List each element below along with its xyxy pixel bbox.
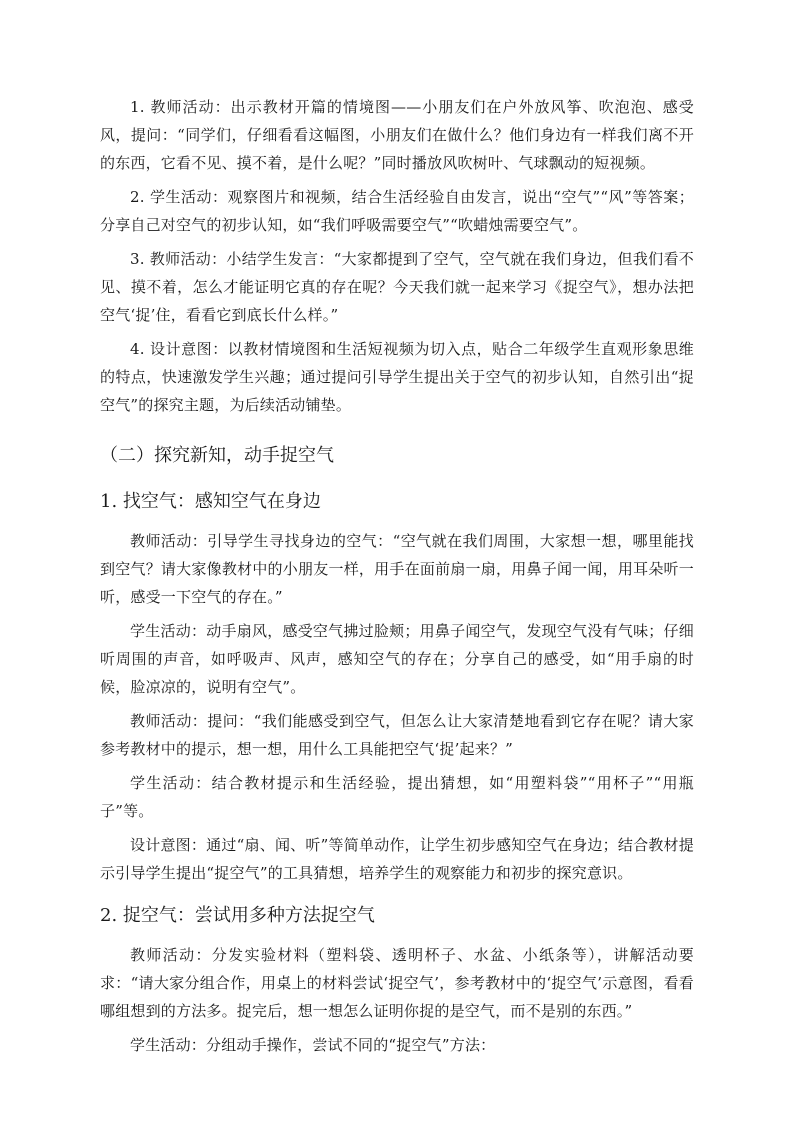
paragraph-find-student-2: 学生活动：结合教材提示和生活经验，提出猜想，如“用塑料袋”“用杯子”“用瓶子”等。: [100, 774, 694, 820]
paragraph-catch-teacher: 教师活动：分发实验材料（塑料袋、透明杯子、水盆、小纸条等），讲解活动要求：“请大家分组合作，用桌上的材料尝试‘捉空气’，参考教材中的‘捉空气’示意图，看看哪组想到的方法多。捉完后，想一想怎么证明你捉的是空气，而不是别的东西。”: [100, 946, 694, 1020]
subsection-heading-catch-air: 2. 捉空气：尝试用多种方法捉空气: [100, 905, 375, 926]
paragraph-design-intent-4: 4. 设计意图：以教材情境图和生活短视频为切入点，贴合二年级学生直观形象思维的特点，快速激发学生兴趣；通过提问引导学生提出关于空气的初步认知，自然引出“捉空气”的探究主题，为后续活动铺垫。: [100, 340, 694, 414]
paragraph-teacher-activity-3: 3. 教师活动：小结学生发言：“大家都提到了空气，空气就在我们身边，但我们看不见、摸不着，怎么才能证明它真的存在呢？今天我们就一起来学习《捉空气》，想办法把空气‘捉’住，看看它到底长什么样。”: [100, 250, 694, 324]
paragraph-student-activity-2: 2. 学生活动：观察图片和视频，结合生活经验自由发言，说出“空气”“风”等答案；分享自己对空气的初步认知，如“我们呼吸需要空气”“吹蜡烛需要空气”。: [100, 188, 694, 234]
paragraph-find-teacher-1: 教师活动：引导学生寻找身边的空气：“空气就在我们周围，大家想一想，哪里能找到空气？请大家像教材中的小朋友一样，用手在面前扇一扇，用鼻子闻一闻，用耳朵听一听，感受一下空气的存在。”: [100, 532, 694, 606]
paragraph-teacher-activity-1: 1. 教师活动：出示教材开篇的情境图——小朋友们在户外放风筝、吹泡泡、感受风，提问：“同学们，仔细看看这幅图，小朋友们在做什么？他们身边有一样我们离不开的东西，它看不见、摸不着，是什么呢？”同时播放风吹树叶、气球飘动的短视频。: [100, 98, 694, 172]
section-heading-explore: （二）探究新知，动手捉空气: [100, 445, 334, 466]
paragraph-find-student-1: 学生活动：动手扇风，感受空气拂过脸颊；用鼻子闻空气，发现空气没有气味；仔细听周围的声音，如呼吸声、风声，感知空气的存在；分享自己的感受，如“用手扇的时候，脸凉凉的，说明有空气”。: [100, 622, 694, 696]
subsection-heading-find-air: 1. 找空气：感知空气在身边: [100, 491, 321, 512]
paragraph-catch-student: 学生活动：分组动手操作，尝试不同的“捉空气”方法：: [130, 1036, 496, 1054]
paragraph-find-teacher-2: 教师活动：提问：“我们能感受到空气，但怎么让大家清楚地看到它存在呢？请大家参考教材中的提示，想一想，用什么工具能把空气‘捉’起来？”: [100, 712, 694, 758]
paragraph-find-design-intent: 设计意图：通过“扇、闻、听”等简单动作，让学生初步感知空气在身边；结合教材提示引导学生提出“捉空气”的工具猜想，培养学生的观察能力和初步的探究意识。: [100, 836, 694, 882]
